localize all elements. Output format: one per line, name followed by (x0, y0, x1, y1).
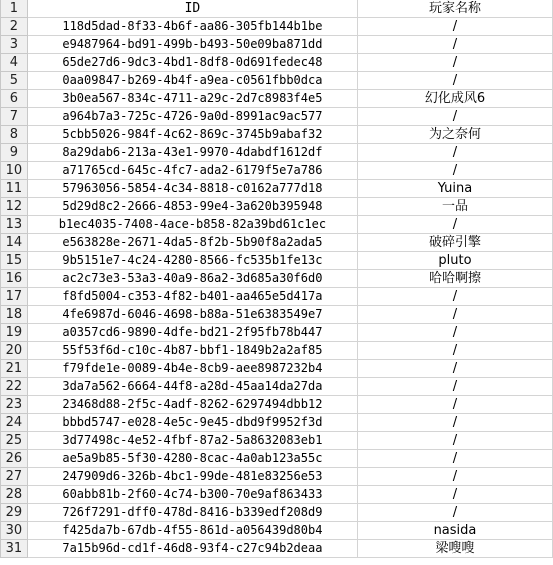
cell-id[interactable]: 57963056-5854-4c34-8818-c0162a777d18 (27, 180, 357, 198)
table-row (1, 234, 553, 252)
cell-id[interactable]: 247909d6-326b-4bc1-99de-481e83256e53 (27, 468, 357, 486)
cell-id[interactable]: 3da7a562-6664-44f8-a28d-45aa14da27da (27, 378, 357, 396)
row-header[interactable]: 31 (1, 540, 28, 558)
row-header[interactable]: 22 (1, 378, 28, 396)
row-header[interactable]: 17 (1, 288, 28, 306)
row-header[interactable]: 15 (1, 252, 28, 270)
cell-id[interactable]: 5d29d8c2-2666-4853-99e4-3a620b395948 (27, 198, 357, 216)
cell-player-name[interactable]: / (357, 324, 552, 342)
row-header[interactable]: 24 (1, 414, 28, 432)
cell-id[interactable]: f425da7b-67db-4f55-861d-a056439d80b4 (27, 522, 357, 540)
cell-id[interactable]: 8a29dab6-213a-43e1-9970-4dabdf1612df (27, 144, 357, 162)
row-header[interactable]: 26 (1, 450, 28, 468)
cell-player-name[interactable]: nasida (357, 522, 552, 540)
cell-player-name[interactable]: Yuina (357, 180, 552, 198)
row-header[interactable]: 20 (1, 342, 28, 360)
table-row (1, 288, 553, 306)
table-row (1, 414, 553, 432)
table-row (1, 270, 553, 288)
table-row (1, 36, 553, 54)
table-row (1, 522, 553, 540)
table-row (1, 216, 553, 234)
cell-id[interactable]: b1ec4035-7408-4ace-b858-82a39bd61c1ec (27, 216, 357, 234)
cell-player-name[interactable]: / (357, 504, 552, 522)
cell-player-name[interactable]: 哈哈啊擦 (357, 270, 552, 288)
cell-player-name[interactable]: / (357, 18, 552, 36)
row-header[interactable]: 21 (1, 360, 28, 378)
table-row (1, 378, 553, 396)
row-header[interactable]: 4 (1, 54, 28, 72)
row-header[interactable]: 16 (1, 270, 28, 288)
cell-id[interactable]: 60abb81b-2f60-4c74-b300-70e9af863433 (27, 486, 357, 504)
table-row (1, 486, 553, 504)
header-row (1, 0, 553, 18)
cell-id[interactable]: 9b5151e7-4c24-4280-8566-fc535b1fe13c (27, 252, 357, 270)
row-header[interactable]: 14 (1, 234, 28, 252)
cell-id[interactable]: e9487964-bd91-499b-b493-50e09ba871dd (27, 36, 357, 54)
cell-player-name[interactable]: / (357, 36, 552, 54)
table-row (1, 540, 553, 558)
table-row (1, 504, 553, 522)
row-header[interactable]: 27 (1, 468, 28, 486)
cell-player-name[interactable]: / (357, 378, 552, 396)
cell-id[interactable]: 0aa09847-b269-4b4f-a9ea-c0561fbb0dca (27, 72, 357, 90)
row-header[interactable]: 9 (1, 144, 28, 162)
cell-id[interactable]: f8fd5004-c353-4f82-b401-aa465e5d417a (27, 288, 357, 306)
row-header[interactable]: 12 (1, 198, 28, 216)
column-header-id[interactable]: ID (27, 0, 357, 18)
table-row (1, 432, 553, 450)
table-row (1, 18, 553, 36)
table-row (1, 108, 553, 126)
cell-id[interactable]: 23468d88-2f5c-4adf-8262-6297494dbb12 (27, 396, 357, 414)
cell-id[interactable]: 726f7291-dff0-478d-8416-b339edf208d9 (27, 504, 357, 522)
cell-player-name[interactable]: / (357, 72, 552, 90)
cell-id[interactable]: a71765cd-645c-4fc7-ada2-6179f5e7a786 (27, 162, 357, 180)
cell-id[interactable]: f79fde1e-0089-4b4e-8cb9-aee8987232b4 (27, 360, 357, 378)
cell-player-name[interactable]: / (357, 360, 552, 378)
cell-player-name[interactable]: / (357, 108, 552, 126)
table-row (1, 450, 553, 468)
cell-id[interactable]: 118d5dad-8f33-4b6f-aa86-305fb144b1be (27, 18, 357, 36)
cell-player-name[interactable]: / (357, 468, 552, 486)
cell-id[interactable]: 3d77498c-4e52-4fbf-87a2-5a8632083eb1 (27, 432, 357, 450)
row-header[interactable]: 6 (1, 90, 28, 108)
cell-player-name[interactable]: 一品 (357, 198, 552, 216)
table-row (1, 90, 553, 108)
table-row (1, 72, 553, 90)
row-header[interactable]: 8 (1, 126, 28, 144)
table-row (1, 342, 553, 360)
cell-id[interactable]: 5cbb5026-984f-4c62-869c-3745b9abaf32 (27, 126, 357, 144)
table-row (1, 54, 553, 72)
cell-player-name[interactable]: / (357, 486, 552, 504)
row-header[interactable]: 3 (1, 36, 28, 54)
row-header[interactable]: 28 (1, 486, 28, 504)
cell-player-name[interactable]: / (357, 450, 552, 468)
cell-player-name[interactable]: 破碎引擎 (357, 234, 552, 252)
cell-player-name[interactable]: / (357, 216, 552, 234)
cell-player-name[interactable]: / (357, 342, 552, 360)
row-header[interactable]: 2 (1, 18, 28, 36)
cell-player-name[interactable]: / (357, 288, 552, 306)
table-row (1, 324, 553, 342)
cell-id[interactable]: a964b7a3-725c-4726-9a0d-8991ac9ac577 (27, 108, 357, 126)
cell-id[interactable]: 3b0ea567-834c-4711-a29c-2d7c8983f4e5 (27, 90, 357, 108)
cell-id[interactable]: a0357cd6-9890-4dfe-bd21-2f95fb78b447 (27, 324, 357, 342)
row-header[interactable]: 19 (1, 324, 28, 342)
cell-id[interactable]: ac2c73e3-53a3-40a9-86a2-3d685a30f6d0 (27, 270, 357, 288)
cell-player-name[interactable]: 为之奈何 (357, 126, 552, 144)
table-row (1, 252, 553, 270)
cell-id[interactable]: 4fe6987d-6046-4698-b88a-51e6383549e7 (27, 306, 357, 324)
row-header[interactable]: 10 (1, 162, 28, 180)
cell-id[interactable]: 7a15b96d-cd1f-46d8-93f4-c27c94b2deaa (27, 540, 357, 558)
row-header[interactable]: 29 (1, 504, 28, 522)
cell-id[interactable]: bbbd5747-e028-4e5c-9e45-dbd9f9952f3d (27, 414, 357, 432)
cell-player-name[interactable]: 梁嗖嗖 (357, 540, 552, 558)
row-header[interactable]: 30 (1, 522, 28, 540)
table-row (1, 198, 553, 216)
table-row (1, 468, 553, 486)
cell-player-name[interactable]: / (357, 144, 552, 162)
table-row (1, 396, 553, 414)
cell-id[interactable]: 55f53f6d-c10c-4b87-bbf1-1849b2a2af85 (27, 342, 357, 360)
cell-id[interactable]: e563828e-2671-4da5-8f2b-5b90f8a2ada5 (27, 234, 357, 252)
cell-player-name[interactable]: / (357, 306, 552, 324)
column-header-player-name[interactable]: 玩家名称 (357, 0, 552, 18)
row-header[interactable]: 13 (1, 216, 28, 234)
cell-player-name[interactable]: / (357, 414, 552, 432)
cell-player-name[interactable]: / (357, 432, 552, 450)
row-header[interactable]: 1 (1, 0, 28, 18)
table-row (1, 126, 553, 144)
row-header[interactable]: 11 (1, 180, 28, 198)
cell-id[interactable]: ae5a9b85-5f30-4280-8cac-4a0ab123a55c (27, 450, 357, 468)
cell-id[interactable]: 65de27d6-9dc3-4bd1-8df8-0d691fedec48 (27, 54, 357, 72)
row-header[interactable]: 5 (1, 72, 28, 90)
row-header[interactable]: 7 (1, 108, 28, 126)
cell-player-name[interactable]: / (357, 54, 552, 72)
cell-player-name[interactable]: pluto (357, 252, 552, 270)
table-row (1, 162, 553, 180)
row-header[interactable]: 18 (1, 306, 28, 324)
table-row (1, 360, 553, 378)
table-row (1, 144, 553, 162)
row-header[interactable]: 25 (1, 432, 28, 450)
table-row (1, 306, 553, 324)
cell-player-name[interactable]: / (357, 396, 552, 414)
table-row (1, 180, 553, 198)
row-header[interactable]: 23 (1, 396, 28, 414)
cell-player-name[interactable]: / (357, 162, 552, 180)
cell-player-name[interactable]: 幻化成风6 (357, 90, 552, 108)
